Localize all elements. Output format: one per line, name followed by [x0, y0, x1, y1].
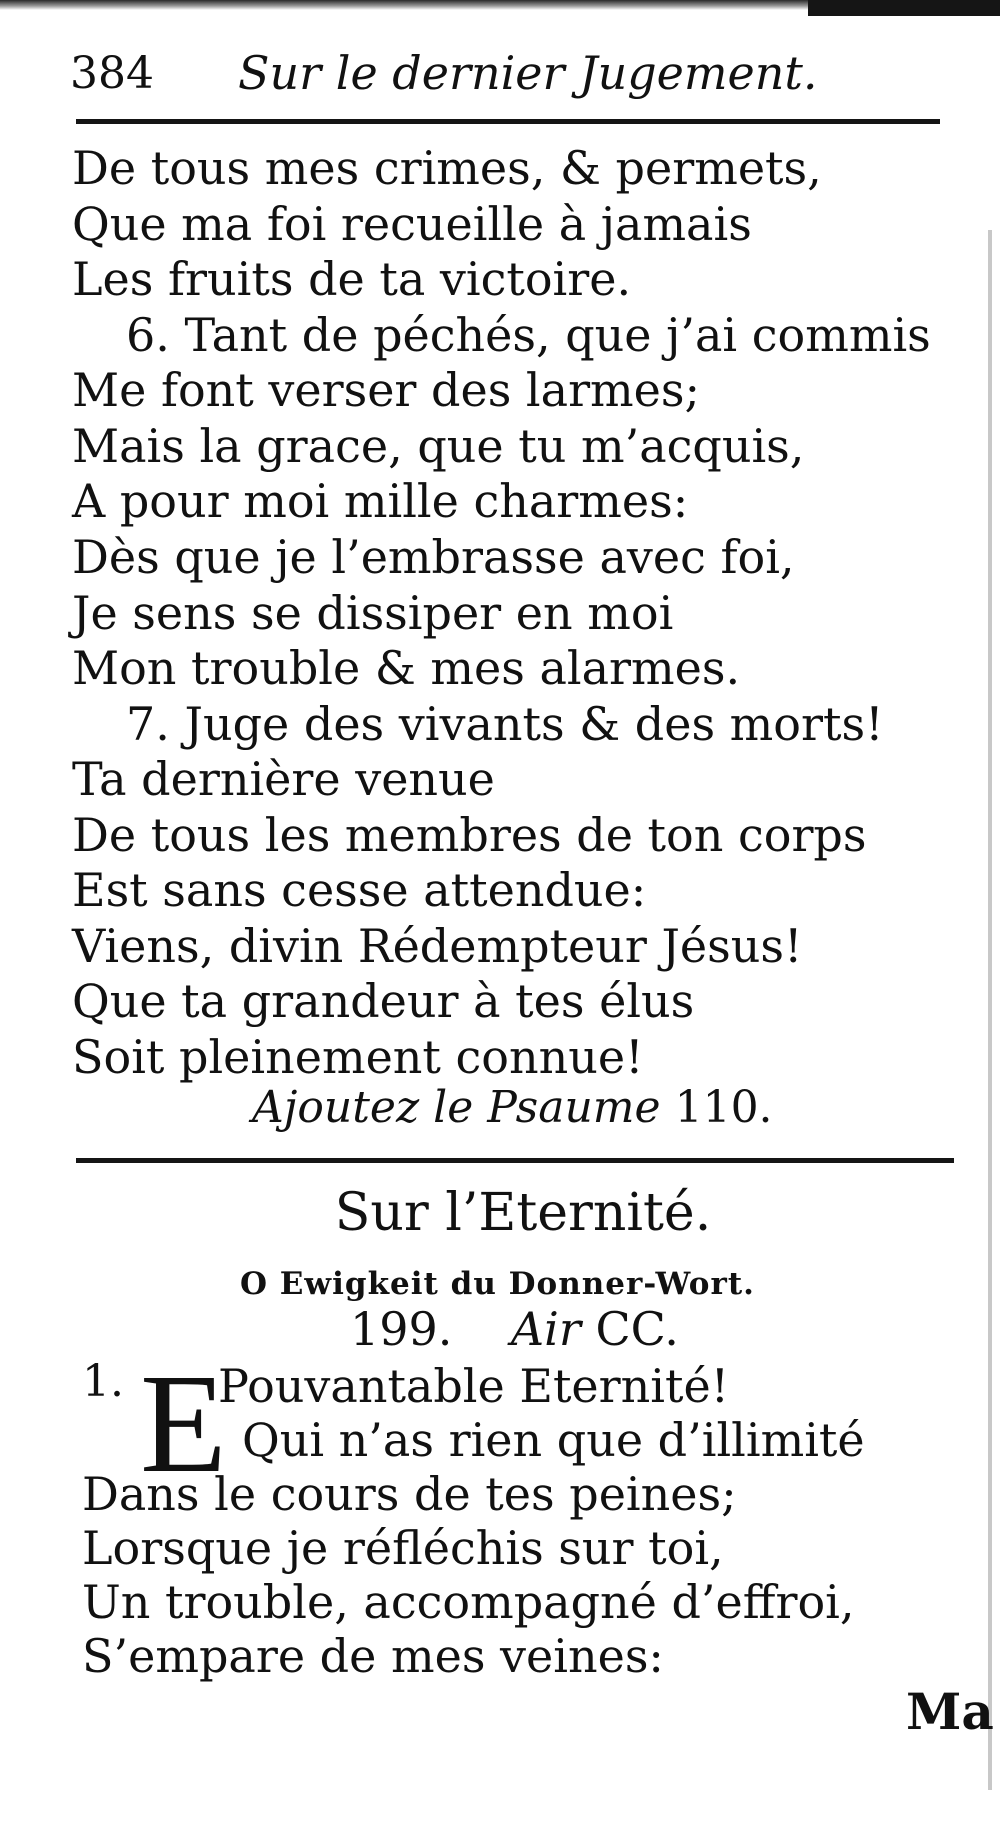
psalm-reference-text: Ajoutez le Psaume — [252, 1082, 661, 1133]
verse-line: De tous mes crimes, & permets, — [72, 141, 822, 195]
header-rule — [76, 119, 940, 124]
section-rule — [76, 1158, 954, 1163]
psalm-number: 110. — [674, 1082, 773, 1133]
verse-line: 7. Juge des vivants & des morts! — [126, 697, 884, 751]
verse-line: A pour moi mille charmes: — [72, 474, 689, 528]
verse-line: Me font verser des larmes; — [72, 363, 701, 417]
air-label: Air — [510, 1302, 581, 1356]
verse-line: Que ta grandeur à tes élus — [72, 974, 695, 1028]
verse-line: Soit pleinement connue! — [72, 1030, 644, 1084]
verse-line: Pouvantable Eternité! — [218, 1359, 730, 1413]
german-tune: O Ewigkeit du Donner-Wort. — [240, 1266, 755, 1302]
hymn-number: 199. — [350, 1302, 453, 1356]
page-header — [70, 40, 950, 110]
hymn-heading — [350, 1302, 679, 1356]
page-right-edge — [988, 230, 992, 1790]
drop-cap: E — [140, 1344, 227, 1502]
verse-line: Qui n’as rien que d’illimité — [242, 1413, 865, 1467]
stanza-number: 1. — [82, 1356, 124, 1407]
verse-line: De tous les membres de ton corps — [72, 808, 867, 862]
verse-line: Ta dernière venue — [72, 752, 495, 806]
verse-line: 6. Tant de péchés, que j’ai commis — [126, 308, 931, 362]
verse-line: Je sens se dissiper en moi — [72, 586, 674, 640]
verse-line: Que ma foi recueille à jamais — [72, 197, 752, 251]
verse-line: Lorsque je réfléchis sur toi, — [82, 1521, 724, 1575]
verse-line: Les fruits de ta victoire. — [72, 252, 632, 306]
verse-line: Mais la grace, que tu m’acquis, — [72, 419, 805, 473]
verse-line: Dans le cours de tes peines; — [82, 1467, 737, 1521]
psalm-reference — [252, 1082, 773, 1133]
verse-line: Dès que je l’embrasse avec foi, — [72, 530, 795, 584]
ink-blot — [808, 0, 1000, 16]
verse-line: Un trouble, accompagné d’effroi, — [82, 1575, 855, 1629]
verse-line: Mon trouble & mes alarmes. — [72, 641, 741, 695]
page-number: 384 — [70, 48, 154, 99]
air-number: CC. — [595, 1302, 679, 1356]
section-title: Sur l’Eternité. — [334, 1183, 712, 1243]
running-title: Sur le dernier Jugement. — [238, 46, 818, 100]
verse-line: Est sans cesse attendue: — [72, 863, 647, 917]
verse-line: Viens, divin Rédempteur Jésus! — [72, 919, 803, 973]
verse-line: S’empare de mes veines: — [82, 1629, 664, 1683]
catchword: Ma — [906, 1682, 994, 1741]
